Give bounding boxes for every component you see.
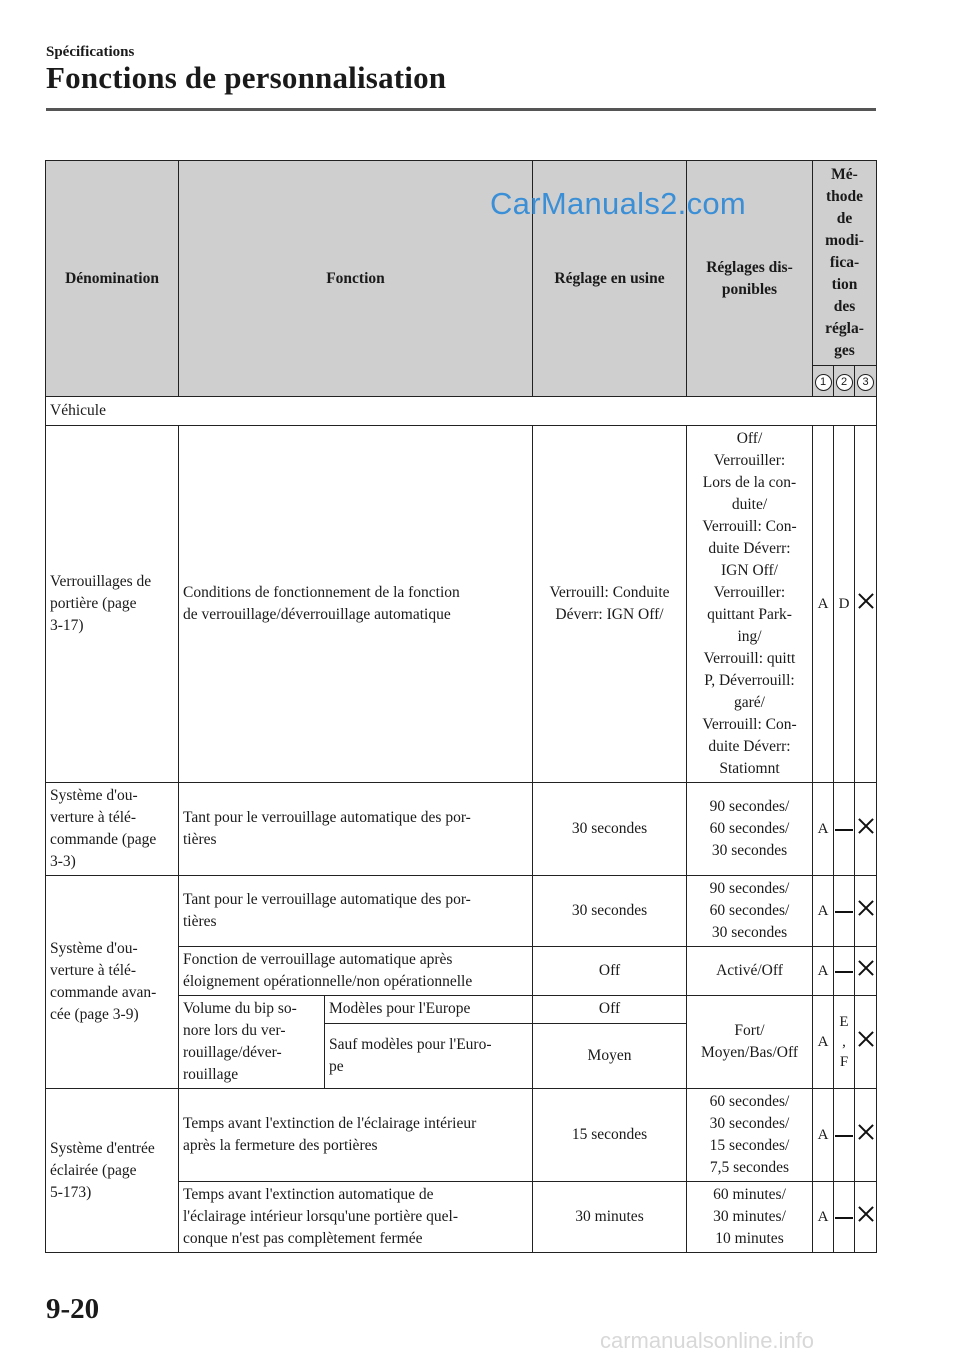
method-2: E , F	[834, 996, 855, 1089]
row-available: 60 secondes/ 30 secondes/ 15 secondes/ 7,5 secondes	[687, 1089, 813, 1182]
method-3	[855, 876, 877, 947]
row-factory: 30 secondes	[533, 876, 687, 947]
dash-icon	[835, 829, 853, 831]
method-3	[855, 1089, 877, 1182]
method-1: A	[813, 1182, 834, 1253]
method-2	[834, 1182, 855, 1253]
method-number: 2	[836, 374, 853, 391]
table-row	[46, 783, 877, 876]
method-3	[855, 783, 877, 876]
header-factory: Réglage en usine	[533, 161, 687, 397]
cross-icon	[857, 1205, 875, 1223]
header-function: Fonction	[179, 161, 533, 397]
group-label: Véhicule	[46, 397, 877, 426]
header-row	[46, 161, 877, 366]
method-1: A	[813, 876, 834, 947]
row-factory: Verrouill: Conduite Déverr: IGN Off/	[533, 426, 687, 783]
page-title: Fonctions de personnalisation	[46, 60, 447, 95]
method-2: D	[834, 426, 855, 783]
method-number: 3	[857, 374, 874, 391]
row-available: Off/ Verrouiller: Lors de la con- duite/ Verrouill: Con- duite Déverr: IGN Off/ Verrouiller: quittant Park- ing/ Verrouill: quitt P, Déverrouill: garé/ Verrouill: Con- duite Déverr: Statiomnt	[687, 426, 813, 783]
footer-watermark: carmanualsonline.info	[600, 1328, 815, 1353]
header-name: Dénomination	[46, 161, 179, 397]
dash-icon	[835, 911, 853, 913]
cross-icon	[857, 592, 875, 610]
row-factory: Off	[533, 947, 687, 996]
row-factory: 30 minutes	[533, 1182, 687, 1253]
page-number: 9-20	[46, 1293, 100, 1325]
method-3	[855, 996, 877, 1089]
watermark: CarManuals2.com	[490, 186, 747, 221]
row-name: Système d'entrée éclairée (page 5-173)	[46, 1089, 179, 1253]
row-variant: Sauf modèles pour l'Euro- pe	[325, 1023, 533, 1088]
row-name: Système d'ou- verture à télé- commande (page 3-3)	[46, 783, 179, 876]
method-2	[834, 876, 855, 947]
table-row	[46, 426, 877, 783]
method-1: A	[813, 783, 834, 876]
cross-icon	[857, 899, 875, 917]
method-1: A	[813, 947, 834, 996]
table-row	[46, 1089, 877, 1182]
row-function: Temps avant l'extinction automatique de l'éclairage intérieur lorsqu'une portière quel- conque n'est pas complètement fermée	[179, 1182, 533, 1253]
method-1: A	[813, 996, 834, 1089]
header-method: Mé- thode de modi- fica- tion des régla- ges	[813, 161, 877, 366]
method-3	[855, 1182, 877, 1253]
row-available: 60 minutes/ 30 minutes/ 10 minutes	[687, 1182, 813, 1253]
row-function: Fonction de verrouillage automatique après éloignement opérationnelle/non opérationnelle	[179, 947, 533, 996]
row-available: 90 secondes/ 60 secondes/ 30 secondes	[687, 876, 813, 947]
group-row	[46, 397, 877, 426]
row-function: Temps avant l'extinction de l'éclairage intérieur après la fermeture des portières	[179, 1089, 533, 1182]
method-2	[834, 947, 855, 996]
method-3	[855, 426, 877, 783]
method-2	[834, 1089, 855, 1182]
cross-icon	[857, 1123, 875, 1141]
row-factory: 30 secondes	[533, 783, 687, 876]
title-rule	[46, 108, 876, 111]
row-name: Verrouillages de portière (page 3-17)	[46, 426, 179, 783]
customization-table	[45, 160, 877, 1253]
header-available: Réglages dis- ponibles	[687, 161, 813, 397]
row-available: Activé/Off	[687, 947, 813, 996]
dash-icon	[835, 1217, 853, 1219]
row-function: Tant pour le verrouillage automatique des por- tières	[179, 876, 533, 947]
row-function: Tant pour le verrouillage automatique des por- tières	[179, 783, 533, 876]
dash-icon	[835, 1135, 853, 1137]
row-function: Conditions de fonctionnement de la fonction de verrouillage/déverrouillage automatique	[179, 426, 533, 783]
table-row	[46, 876, 877, 947]
method-1: A	[813, 1089, 834, 1182]
row-factory: Moyen	[533, 1023, 687, 1088]
row-available: 90 secondes/ 60 secondes/ 30 secondes	[687, 783, 813, 876]
cross-icon	[857, 817, 875, 835]
row-factory: 15 secondes	[533, 1089, 687, 1182]
row-factory: Off	[533, 996, 687, 1024]
method-1: A	[813, 426, 834, 783]
dash-icon	[835, 971, 853, 973]
method-3	[855, 947, 877, 996]
row-subfunction: Volume du bip so- nore lors du ver- rouillage/déver- rouillage	[179, 996, 325, 1089]
cross-icon	[857, 959, 875, 977]
row-available: Fort/ Moyen/Bas/Off	[687, 996, 813, 1089]
method-number: 1	[815, 374, 832, 391]
row-name: Système d'ou- verture à télé- commande avan- cée (page 3-9)	[46, 876, 179, 1089]
row-variant: Modèles pour l'Europe	[325, 996, 533, 1024]
cross-icon	[857, 1030, 875, 1048]
section-label: Spécifications	[46, 44, 135, 60]
method-2	[834, 783, 855, 876]
